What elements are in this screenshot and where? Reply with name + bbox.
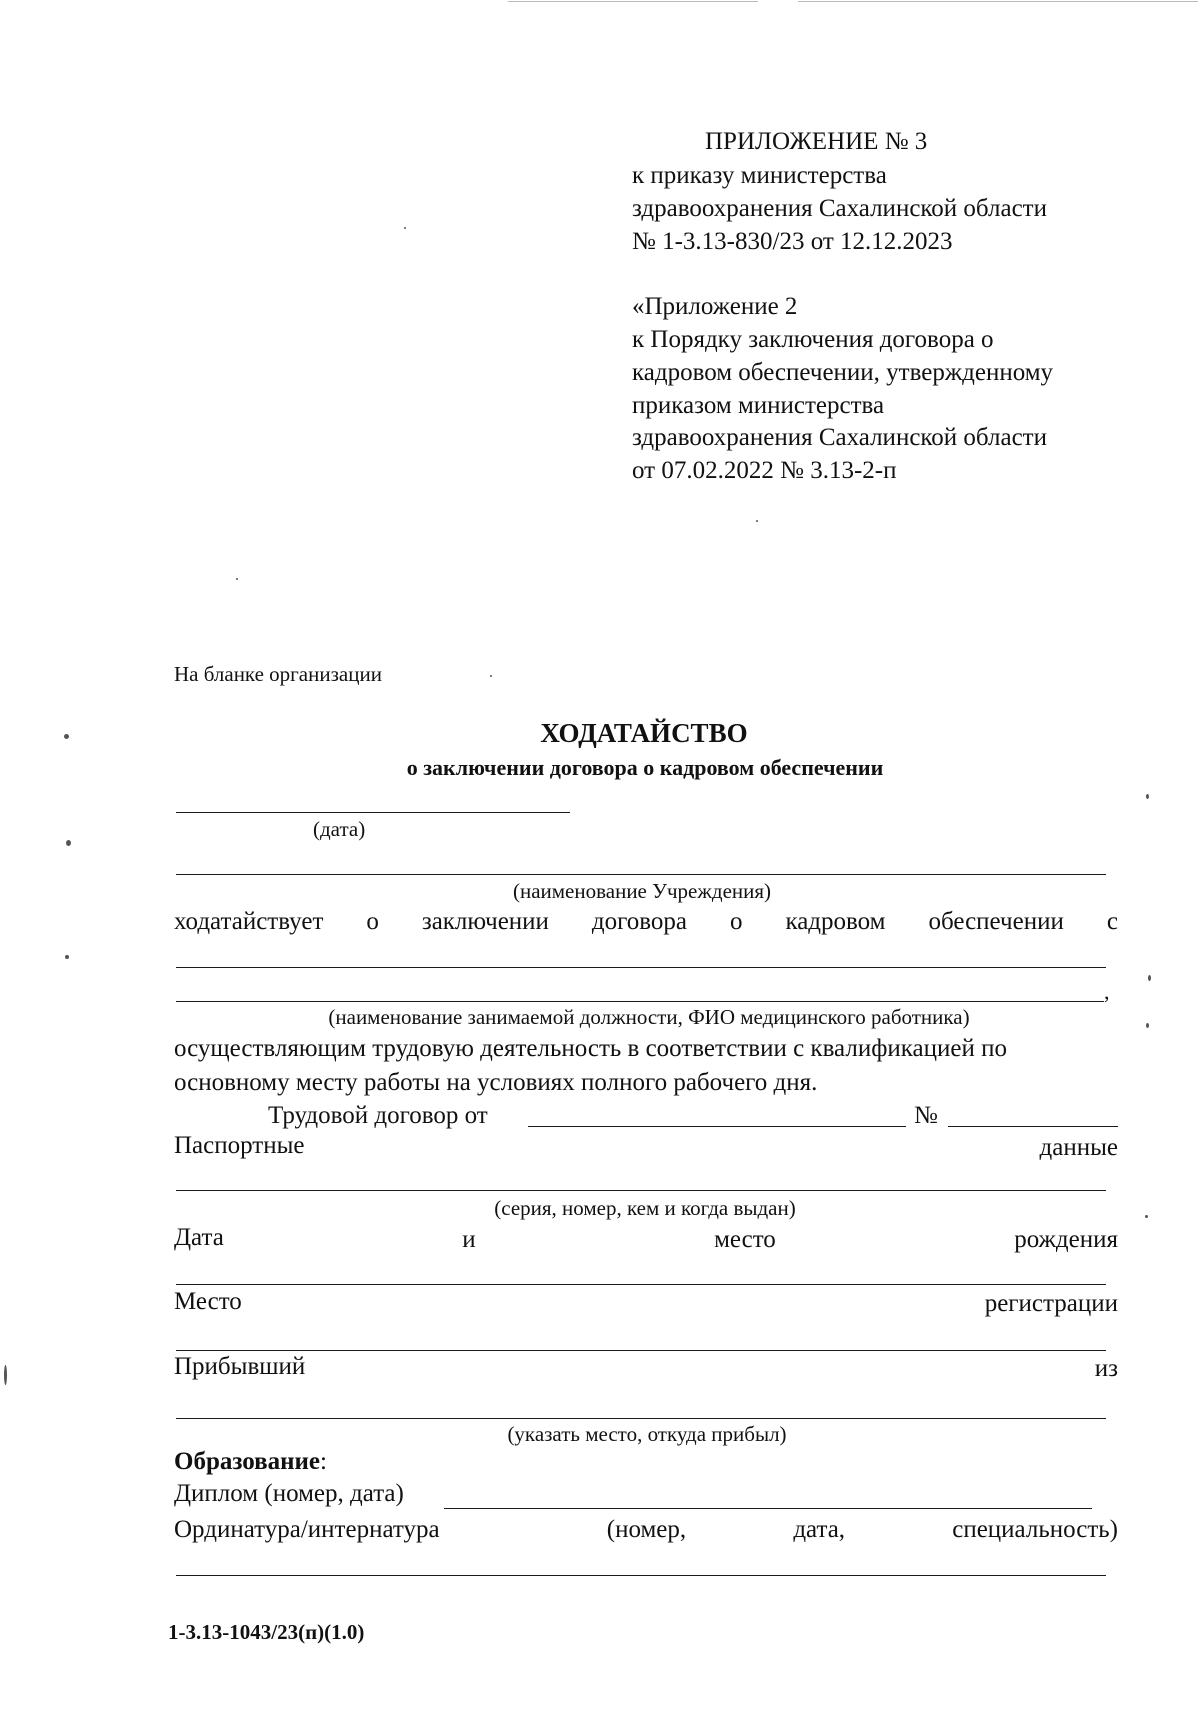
residency-field-line[interactable] [176,1575,1106,1576]
birth-word: и [462,1226,476,1253]
scan-speck [236,578,238,580]
petition-word: обеспечении [928,908,1064,935]
appendix-title: ПРИЛОЖЕНИЕ № 3 [705,128,928,155]
scan-edge-line [508,1,758,2]
petition-line [174,908,1118,936]
scan-speck [1148,975,1151,981]
activity-line: осуществляющим трудовую деятельность в соответствии с квалификацией по [174,1035,1008,1062]
scan-speck [404,227,406,229]
prior-appendix-line: кадровом обеспечении, утвержденному [632,359,1054,386]
scan-speck [65,955,69,959]
residency-word: Ординатура/интернатура [174,1516,440,1543]
diploma-label: Диплом (номер, дата) [174,1480,404,1507]
name-field-line[interactable] [176,1001,1104,1002]
contract-label: Трудовой договор от [268,1102,488,1129]
scan-speck [1145,1215,1148,1218]
scan-speck [756,520,758,522]
arrived-from-caption: (указать место, откуда прибыл) [507,1422,787,1446]
prior-appendix-line: «Приложение 2 [632,293,798,320]
date-caption: (дата) [313,817,366,841]
birth-line [174,1224,1118,1254]
letterhead-note: На бланке организации [174,662,382,686]
arrived-word: Прибывший [174,1353,306,1380]
passport-word: Паспортные [174,1132,305,1159]
scan-speck [1146,794,1149,799]
institution-caption: (наименование Учреждения) [512,879,772,903]
appendix-line: здравоохранения Сахалинской области [632,195,1047,222]
residency-word: специальность) [952,1516,1118,1543]
passport-word: данные [1039,1134,1118,1161]
arrived-word: из [1094,1355,1118,1382]
petition-word: о [366,908,379,935]
document-title: ХОДАТАЙСТВО [540,718,748,748]
position-comma: , [1104,979,1110,1004]
prior-appendix-line: к Порядку заключения договора о [632,326,994,353]
registration-word: регистрации [984,1290,1118,1317]
registration-line [174,1288,1118,1318]
education-colon: : [320,1448,327,1475]
petition-word: договора [591,908,687,935]
birth-word: место [714,1226,776,1253]
birth-word: Дата [174,1224,224,1251]
residency-word: (номер, [606,1516,687,1543]
registration-word: Место [174,1288,242,1315]
document-subtitle: о заключении договора о кадровом обеспечении [406,755,884,780]
arrived-from-field-line[interactable] [176,1418,1106,1419]
petition-word: кадровом [785,908,886,935]
diploma-field-line[interactable] [444,1508,1092,1509]
prior-appendix-line: приказом министерства [632,392,885,419]
residency-word: дата, [793,1516,846,1543]
scan-speck [490,675,492,677]
contract-number-field-line[interactable] [948,1126,1118,1127]
appendix-line: № 1-3.13-830/23 от 12.12.2023 [632,228,953,255]
scan-edge-line [798,1,1198,2]
appendix-line: к приказу министерства [632,162,887,189]
education-heading [174,1449,327,1474]
petition-word: ходатайствует [174,908,324,935]
passport-field-line[interactable] [176,1190,1106,1191]
education-label: Образование [174,1448,321,1475]
petition-word: с [1106,908,1118,935]
contract-date-field-line[interactable] [528,1126,906,1127]
scan-speck [1146,1023,1149,1028]
scan-speck [4,1365,7,1385]
scan-speck [66,840,71,846]
activity-line: основному месту работы на условиях полного рабочего дня. [174,1069,818,1096]
institution-field-line[interactable] [176,874,1106,875]
scan-speck [64,734,69,739]
arrived-line [174,1353,1118,1383]
document-code: 1-3.13-1043/23(п)(1.0) [168,1620,365,1644]
position-field-line[interactable] [176,967,1106,968]
birth-word: рождения [1014,1226,1118,1253]
birth-field-line[interactable] [176,1284,1106,1285]
passport-line [174,1132,1118,1162]
petition-word: заключении [421,908,549,935]
prior-appendix-line: здравоохранения Сахалинской области [632,424,1047,451]
date-field-line[interactable] [176,812,570,813]
position-name-caption: (наименование занимаемой должности, ФИО медицинского работника) [328,1005,970,1029]
prior-appendix-line: от 07.02.2022 № 3.13-2-п [632,457,897,484]
registration-field-line[interactable] [176,1350,1106,1351]
number-sign: № [914,1102,938,1129]
passport-caption: (серия, номер, кем и когда выдан) [494,1196,796,1220]
petition-word: о [729,908,743,935]
residency-line [174,1516,1118,1544]
